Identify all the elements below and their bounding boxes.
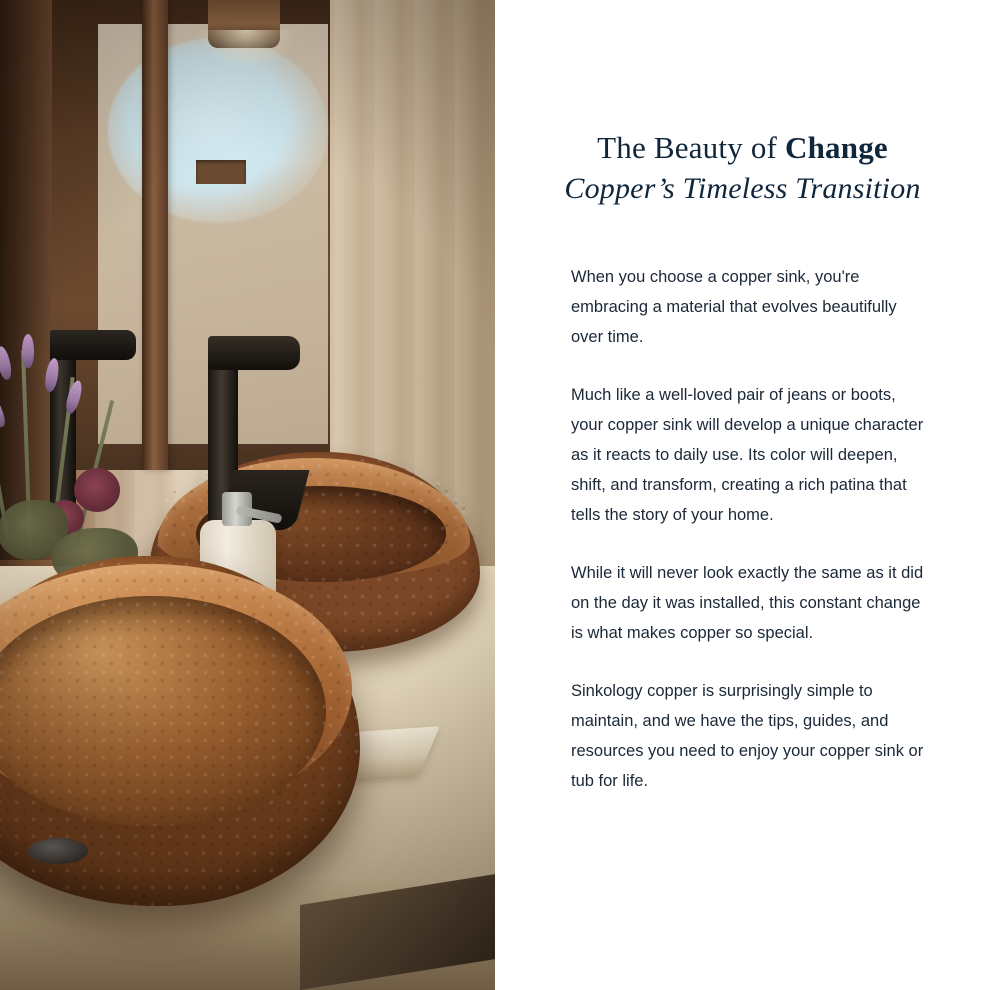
mirror-bracket [196, 160, 246, 184]
body-paragraph-1: When you choose a copper sink, you're embracing a material that evolves beautifully over time. [571, 268, 897, 346]
sink-drain [28, 838, 88, 864]
headline-secondary: Copper’s Timeless Transition [564, 171, 921, 205]
body-paragraph-2: Much like a well-loved pair of jeans or boots, your copper sink will develop a unique character as it reacts to daily use. Its color will deepen, shift, and transform, creating a rich patina that tells the story of your home. [571, 386, 924, 524]
text-panel [495, 0, 990, 990]
headline-primary-emphasis: Change [785, 130, 888, 165]
thistle-bloom [74, 468, 120, 512]
lavender-bud [64, 379, 85, 415]
lavender-bud [0, 345, 13, 381]
faucet-back-spout [208, 336, 300, 370]
headline-primary [495, 130, 990, 167]
lavender-bud [22, 334, 34, 368]
headline-primary-plain: The Beauty of [597, 130, 786, 165]
heading-group [495, 130, 990, 207]
body-copy [571, 262, 926, 796]
body-paragraph-3: While it will never look exactly the same as it did on the day it was installed, this constant change is what makes copper so special. [571, 564, 924, 642]
lavender-bud [0, 393, 8, 429]
dried-floral-arrangement [0, 350, 148, 590]
light-glow [196, 30, 296, 70]
lavender-bud [43, 357, 60, 392]
body-paragraph-4: Sinkology copper is surprisingly simple to maintain, and we have the tips, guides, and resources you need to enjoy your copper sink or tub for life. [571, 682, 924, 790]
